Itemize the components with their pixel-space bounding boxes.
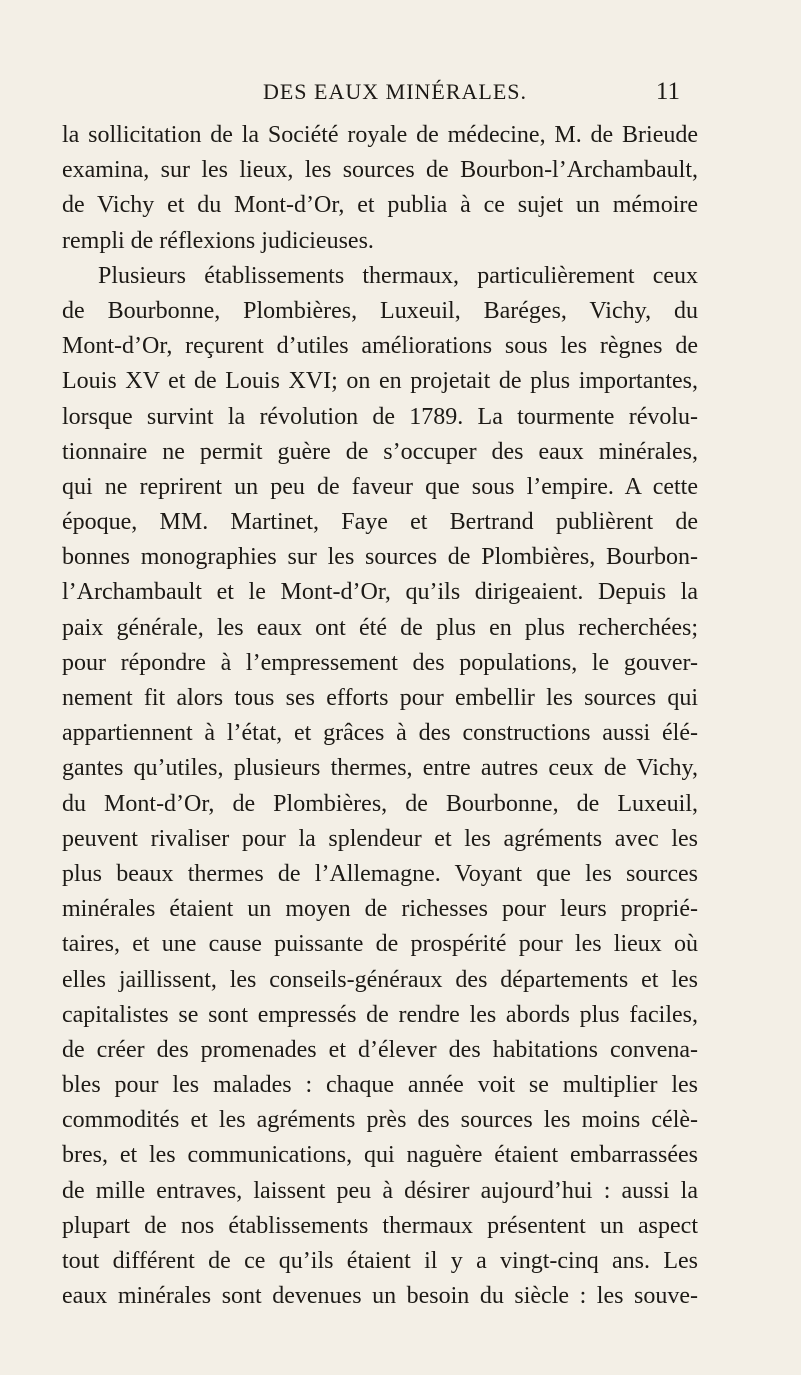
text-line: de Vichy et du Mont-d’Or, et publia à ce sujet un mémoire — [62, 192, 698, 219]
text-line: du Mont-d’Or, de Plombières, de Bourbonne, de Luxeuil, — [62, 790, 698, 817]
text-line: Plusieurs établissements thermaux, particulièrement ceux — [98, 262, 698, 289]
text-line: peuvent rivaliser pour la splendeur et les agréments avec les — [62, 825, 698, 852]
text-line: de Bourbonne, Plombières, Luxeuil, Baréges, Vichy, du — [62, 297, 698, 324]
text-line: qui ne reprirent un peu de faveur que sous l’empire. A cette — [62, 473, 698, 500]
text-line: minérales étaient un moyen de richesses pour leurs proprié- — [62, 896, 698, 923]
text-line: tionnaire ne permit guère de s’occuper des eaux minérales, — [62, 438, 698, 465]
text-line: Louis XV et de Louis XVI; on en projetait de plus importantes, — [62, 368, 698, 395]
text-line: de mille entraves, laissent peu à désirer aujourd’hui : aussi la — [62, 1177, 698, 1204]
text-line: capitalistes se sont empressés de rendre les abords plus faciles, — [62, 1001, 698, 1028]
text-line: plus beaux thermes de l’Allemagne. Voyant que les sources — [62, 860, 698, 887]
running-title: DES EAUX MINÉRALES. — [262, 79, 528, 104]
text-line: examina, sur les lieux, les sources de Bourbon-l’Archambault, — [62, 157, 698, 184]
text-line: eaux minérales sont devenues un besoin du siècle : les souve- — [62, 1283, 698, 1310]
text-line: elles jaillissent, les conseils-généraux des départements et les — [62, 966, 698, 993]
text-line: Mont-d’Or, reçurent d’utiles améliorations sous les règnes de — [62, 333, 698, 360]
text-line: bres, et les communications, qui naguère étaient embarrassées — [62, 1142, 698, 1169]
text-line: rempli de réflexions judicieuses. — [62, 227, 374, 254]
text-line: pour répondre à l’empressement des populations, le gouver- — [62, 649, 698, 676]
text-line: la sollicitation de la Société royale de médecine, M. de Brieude — [62, 122, 698, 148]
text-line: de créer des promenades et d’élever des habitations convena- — [62, 1036, 698, 1063]
text-line: commodités et les agréments près des sources les moins célè- — [62, 1107, 698, 1134]
body-text — [62, 118, 698, 1314]
text-line: l’Archambault et le Mont-d’Or, qu’ils dirigeaient. Depuis la — [62, 579, 698, 606]
text-line: lorsque survint la révolution de 1789. La tourmente révolu- — [62, 403, 698, 430]
text-line: époque, MM. Martinet, Faye et Bertrand publièrent de — [62, 509, 698, 536]
text-line: paix générale, les eaux ont été de plus en plus recherchées; — [62, 614, 698, 641]
text-line: tout différent de ce qu’ils étaient il y a vingt-cinq ans. Les — [62, 1248, 698, 1274]
text-line: nement fit alors tous ses efforts pour embellir les sources qui — [62, 685, 698, 711]
text-line: bonnes monographies sur les sources de Plombières, Bourbon- — [62, 544, 698, 571]
text-line: plupart de nos établissements thermaux présentent un aspect — [62, 1212, 698, 1239]
page-number: 11 — [655, 78, 680, 105]
text-line: taires, et une cause puissante de prospérité pour les lieux où — [62, 931, 698, 958]
text-line: bles pour les malades : chaque année voit se multiplier les — [62, 1072, 698, 1099]
running-head — [110, 78, 680, 114]
text-line: appartiennent à l’état, et grâces à des constructions aussi élé- — [62, 720, 698, 747]
text-line: gantes qu’utiles, plusieurs thermes, entre autres ceux de Vichy, — [62, 755, 698, 782]
